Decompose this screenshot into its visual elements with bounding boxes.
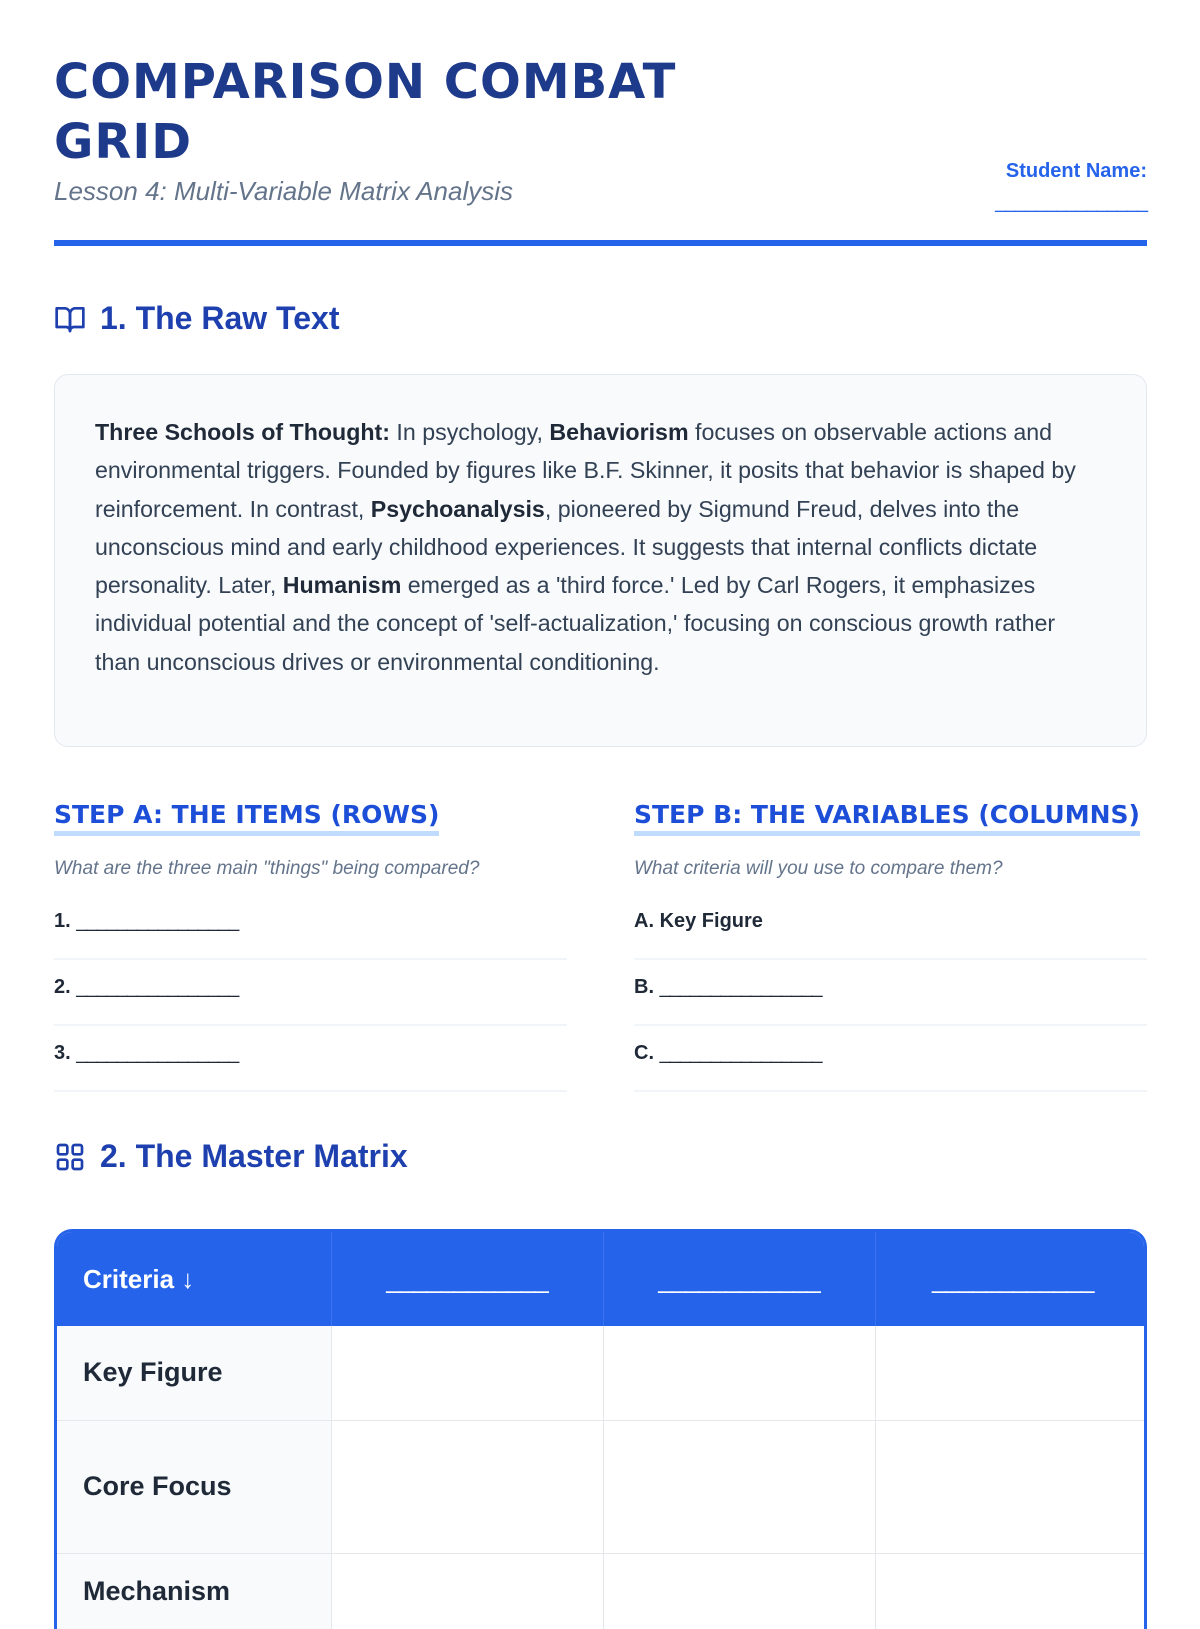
matrix-row-mechanism [57, 1553, 1147, 1629]
step-b-row-a [634, 894, 1147, 960]
section-matrix-heading [54, 1138, 408, 1175]
raw-text-segment: Behaviorism [549, 419, 689, 445]
book-open-icon [54, 303, 86, 335]
matrix-row-core-focus [57, 1420, 1147, 1553]
student-name-label: Student Name: [1005, 160, 1147, 182]
matrix-cell[interactable] [603, 1326, 875, 1420]
page-title: COMPARISON COMBAT GRID [54, 54, 677, 170]
row-label: 3. [54, 1041, 71, 1064]
matrix-column-header[interactable]: ____________ [603, 1232, 875, 1326]
row-blank[interactable]: ________________ [659, 1041, 822, 1064]
header-divider [54, 240, 1147, 246]
matrix-cell[interactable] [875, 1553, 1147, 1629]
raw-text-segment: In psychology, [389, 419, 550, 445]
raw-text-segment: focuses on observable actions and environmental triggers. Founded by figures like B.F. Skinner, it posits that behavior is shaped by reinforcement. In contrast, [95, 419, 1076, 522]
section-matrix-title: 2. The Master Matrix [100, 1138, 408, 1174]
matrix-cell[interactable] [875, 1326, 1147, 1420]
step-b-question: What criteria will you use to compare them? [634, 858, 1003, 879]
matrix-cell[interactable] [331, 1420, 603, 1553]
matrix-cell[interactable] [603, 1553, 875, 1629]
step-b-list [634, 894, 1147, 1092]
row-blank[interactable]: ________________ [76, 975, 239, 998]
matrix-column-header[interactable]: ____________ [331, 1232, 603, 1326]
step-b-title: STEP B: THE VARIABLES (COLUMNS) [634, 800, 1140, 836]
matrix-cell[interactable] [875, 1420, 1147, 1553]
step-b-row-c[interactable] [634, 1026, 1147, 1092]
row-value: Key Figure [659, 909, 763, 932]
row-blank[interactable]: ________________ [76, 909, 239, 932]
raw-text-paragraph [95, 413, 1106, 681]
matrix-cell[interactable] [331, 1326, 603, 1420]
matrix-row-label: Core Focus [57, 1420, 331, 1553]
row-label: 1. [54, 909, 71, 932]
raw-text-segment: Psychoanalysis [370, 495, 545, 522]
step-a-list [54, 894, 567, 1092]
row-label: 2. [54, 975, 71, 998]
step-a-row-2[interactable] [54, 960, 567, 1026]
student-name-blank[interactable]: _______________ [995, 191, 1147, 213]
row-label: C. [634, 1041, 654, 1064]
raw-text-segment: emerged as a 'third force.' Led by Carl Rogers, it emphasizes individual potential and the concept of 'self-actualization,' focusing on conscious growth rather than unconscious drives or environmental conditioning. [95, 572, 1056, 675]
raw-text-segment: Three Schools of Thought: [95, 419, 390, 445]
step-a-panel [54, 800, 567, 1092]
row-label: B. [634, 975, 654, 998]
step-b-row-b[interactable] [634, 960, 1147, 1026]
step-b-panel [634, 800, 1147, 1092]
step-a-question: What are the three main "things" being compared? [54, 858, 480, 879]
matrix-criteria-header: Criteria ↓ [57, 1232, 331, 1326]
raw-text-segment: , pioneered by Sigmund Freud, delves into the unconscious mind and early childhood experiences. It suggests that internal conflicts dictate personality. Later, [95, 495, 1038, 599]
page-subtitle: Lesson 4: Multi-Variable Matrix Analysis [54, 176, 514, 206]
step-a-row-3[interactable] [54, 1026, 567, 1092]
section-raw-text-heading [54, 300, 339, 337]
matrix-row-label: Mechanism [57, 1553, 331, 1629]
section-raw-text-title: 1. The Raw Text [100, 300, 340, 336]
matrix-row-label: Key Figure [57, 1326, 331, 1420]
matrix-row-key-figure [57, 1326, 1147, 1420]
matrix-table [57, 1232, 1147, 1629]
raw-text-segment: Humanism [282, 572, 402, 599]
matrix-header-row [57, 1232, 1147, 1326]
student-name-field[interactable] [995, 160, 1147, 214]
matrix-cell[interactable] [331, 1553, 603, 1629]
grid-icon [54, 1141, 86, 1173]
step-a-title: STEP A: THE ITEMS (ROWS) [54, 800, 439, 836]
row-blank[interactable]: ________________ [76, 1041, 239, 1064]
row-blank[interactable]: ________________ [659, 975, 822, 998]
matrix-cell[interactable] [603, 1420, 875, 1553]
row-label: A. [634, 909, 654, 932]
master-matrix [54, 1229, 1147, 1629]
raw-text-box [54, 374, 1147, 747]
matrix-column-header[interactable]: ____________ [875, 1232, 1147, 1326]
step-a-row-1[interactable] [54, 894, 567, 960]
